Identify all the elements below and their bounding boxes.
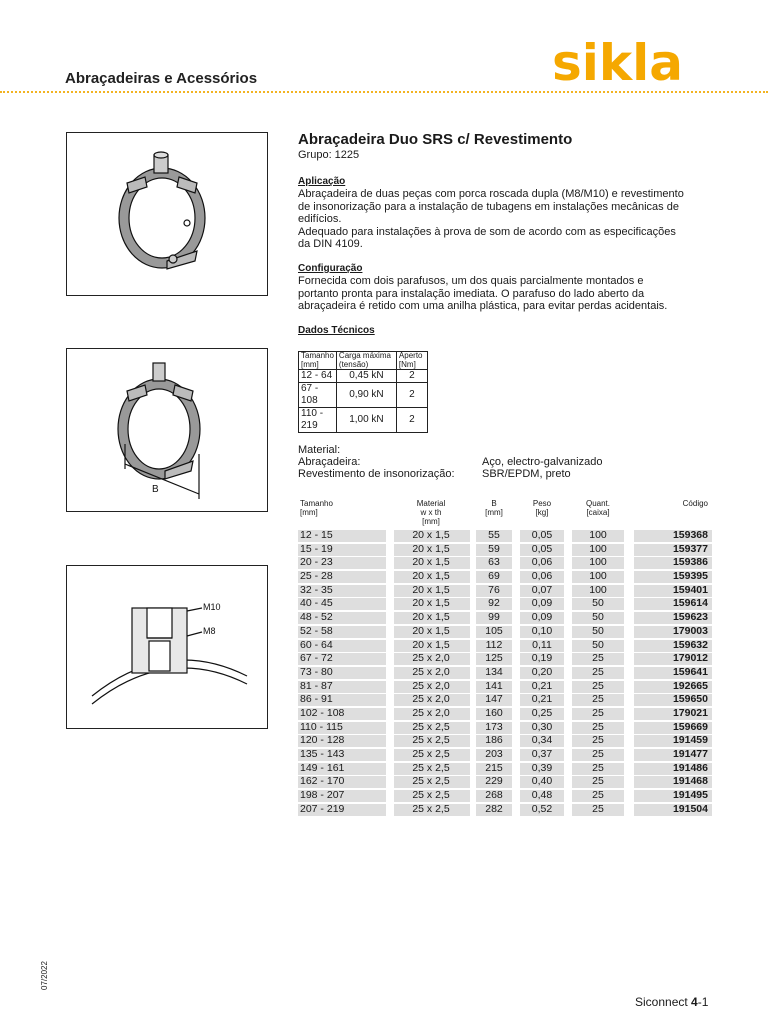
- table-cell: 0,05: [531, 542, 553, 555]
- load-row: 110 - 219 1,00 kN 2: [299, 408, 428, 433]
- table-cell: 50: [592, 611, 604, 624]
- table-cell: 25 x 2,5: [412, 775, 450, 788]
- table-cell: 0,40: [531, 775, 553, 788]
- aplicacao-line: Adequado para instalações à prova de som de acordo com as especificações: [298, 225, 676, 238]
- table-cell: 203: [485, 748, 503, 760]
- table-cell: 25 x 2,0: [412, 706, 450, 719]
- table-cell: 25: [592, 789, 604, 802]
- col-header-material: Material w x th [mm]: [416, 499, 446, 526]
- table-cell: 20 x 1,5: [412, 583, 450, 596]
- table-cell: 0,06: [531, 556, 553, 569]
- table-cell: 159395: [672, 570, 708, 583]
- clamp-drawing: [67, 133, 267, 295]
- table-cell: 186: [485, 734, 503, 747]
- table-cell: 0,30: [531, 720, 553, 733]
- table-cell: 198 - 207: [300, 789, 345, 802]
- table-cell: 92: [488, 597, 500, 610]
- table-cell: 59: [488, 542, 500, 555]
- footer-date: 07/2022: [40, 961, 49, 990]
- table-cell: 159623: [672, 611, 708, 624]
- table-cell: 76: [488, 583, 500, 596]
- table-cell: 25: [592, 720, 604, 733]
- table-row: [298, 734, 718, 748]
- table-cell: 100: [589, 556, 607, 569]
- table-cell: 0,07: [531, 583, 553, 596]
- table-cell: 25: [592, 693, 604, 706]
- table-cell: 0,37: [531, 748, 553, 760]
- configuracao-line: abraçadeira é retido com uma anilha plástica, para evitar perdas acidentais.: [298, 300, 668, 312]
- table-cell: 135 - 143: [300, 748, 345, 760]
- table-cell: 25: [592, 665, 604, 678]
- table-row: [298, 775, 718, 789]
- table-cell: 179003: [672, 624, 708, 637]
- table-cell: 25: [592, 706, 604, 719]
- table-cell: 159614: [672, 597, 708, 610]
- table-cell: 0,39: [531, 761, 553, 774]
- table-row: [298, 556, 718, 570]
- table-cell: 102 - 108: [300, 706, 345, 719]
- material-name: Revestimento de insonorização:: [298, 468, 455, 481]
- configuracao-heading: Configuração: [298, 262, 363, 274]
- table-cell: 159650: [672, 693, 708, 706]
- table-cell: 100: [589, 529, 607, 541]
- aplicacao-heading: Aplicação: [298, 175, 346, 187]
- table-cell: 191504: [672, 802, 708, 815]
- configuracao-line: Fornecida com dois parafusos, um dos quais parcialmente montados e: [298, 275, 644, 287]
- table-cell: 25 x 2,5: [412, 734, 450, 747]
- table-cell: 229: [485, 775, 503, 788]
- product-group: Grupo: 1225: [298, 149, 360, 161]
- table-cell: 40 - 45: [300, 597, 333, 610]
- table-cell: 20 x 1,5: [412, 624, 450, 637]
- table-cell: 48 - 52: [300, 611, 333, 624]
- table-cell: 20 - 23: [300, 556, 333, 569]
- table-cell: 52 - 58: [300, 624, 333, 637]
- table-cell: 191459: [672, 734, 708, 747]
- table-cell: 0,11: [532, 638, 552, 651]
- table-cell: 25 x 2,5: [412, 720, 450, 733]
- table-cell: 15 - 19: [300, 542, 333, 555]
- table-cell: 268: [485, 789, 503, 802]
- table-cell: 81 - 87: [300, 679, 333, 692]
- table-row: [298, 693, 718, 707]
- aplicacao-line: Abraçadeira de duas peças com porca roscada dupla (M8/M10) e revestimento: [298, 188, 684, 200]
- table-cell: 100: [589, 570, 607, 583]
- load-header: Carga máxima (tensão): [336, 352, 396, 370]
- table-row: [298, 803, 718, 817]
- table-cell: 60 - 64: [300, 638, 333, 651]
- col-header-weight: Peso [kg]: [532, 499, 552, 517]
- table-cell: 86 - 91: [300, 693, 333, 706]
- table-row: [298, 748, 718, 762]
- table-cell: 69: [488, 570, 500, 583]
- table-cell: 160: [485, 706, 503, 719]
- table-cell: 0,19: [531, 652, 553, 665]
- logo-text: sikla: [552, 34, 684, 92]
- table-cell: 63: [488, 556, 500, 569]
- table-cell: 25: [592, 734, 604, 747]
- material-value: SBR/EPDM, preto: [482, 468, 571, 481]
- table-cell: 99: [488, 611, 500, 624]
- table-row: [298, 611, 718, 625]
- table-cell: 282: [485, 802, 503, 815]
- table-cell: 0,09: [531, 611, 553, 624]
- table-cell: 147: [485, 693, 503, 706]
- table-cell: 25: [592, 761, 604, 774]
- table-cell: 159368: [672, 529, 708, 541]
- section-title: Abraçadeiras e Acessórios: [65, 70, 258, 87]
- table-cell: 141: [485, 679, 503, 692]
- table-row: [298, 666, 718, 680]
- table-cell: 25: [592, 775, 604, 788]
- product-table-body: [298, 529, 718, 816]
- table-cell: 12 - 15: [300, 529, 333, 541]
- table-cell: 159632: [672, 638, 708, 651]
- table-cell: 25: [592, 748, 604, 760]
- table-cell: 67 - 72: [300, 652, 333, 665]
- table-cell: 100: [589, 542, 607, 555]
- table-cell: 50: [592, 638, 604, 651]
- table-cell: 20 x 1,5: [412, 638, 450, 651]
- table-cell: 0,06: [531, 570, 553, 583]
- table-cell: 25: [592, 802, 604, 815]
- table-cell: 191468: [672, 775, 708, 788]
- aplicacao-line: edifícios.: [298, 213, 342, 225]
- table-cell: 20 x 1,5: [412, 542, 450, 555]
- table-cell: 73 - 80: [300, 665, 333, 678]
- table-cell: 0,34: [531, 734, 553, 747]
- table-cell: 25: [592, 652, 604, 665]
- table-cell: 20 x 1,5: [412, 611, 450, 624]
- thread-label-m8: M8: [203, 626, 216, 636]
- table-cell: 50: [592, 624, 604, 637]
- table-row: [298, 639, 718, 653]
- table-cell: 100: [589, 583, 607, 596]
- aplicacao-text: [298, 188, 718, 251]
- table-cell: 25 x 2,5: [412, 748, 450, 760]
- table-cell: 0,05: [531, 529, 553, 541]
- table-row: [298, 597, 718, 611]
- table-cell: 50: [592, 597, 604, 610]
- table-cell: 20 x 1,5: [412, 570, 450, 583]
- col-header-code: Código: [682, 499, 708, 508]
- sikla-logo: [552, 18, 722, 98]
- table-cell: 25 - 28: [300, 570, 333, 583]
- table-cell: 179021: [672, 706, 708, 719]
- table-cell: 25 x 2,0: [412, 693, 450, 706]
- thread-detail-drawing: [67, 566, 267, 728]
- product-table-header: [298, 499, 718, 529]
- clamp-dimension-drawing: [67, 349, 267, 511]
- configuracao-line: portanto pronta para instalação imediata. O parafuso do lado aberto da: [298, 287, 645, 300]
- table-row: [298, 584, 718, 598]
- table-cell: 0,21: [531, 693, 553, 706]
- table-cell: 0,52: [531, 802, 553, 815]
- table-row: [298, 543, 718, 557]
- table-cell: 120 - 128: [300, 734, 345, 747]
- table-row: [298, 652, 718, 666]
- table-cell: 192665: [672, 679, 708, 692]
- table-cell: 207 - 219: [300, 802, 345, 815]
- material-label: Material:: [298, 444, 341, 456]
- col-header-size: Tamanho [mm]: [300, 499, 333, 517]
- table-cell: 25: [592, 679, 604, 692]
- load-row: 67 - 108 0,90 kN 2: [299, 383, 428, 408]
- table-row: [298, 570, 718, 584]
- configuracao-text: [298, 275, 718, 313]
- table-cell: 55: [488, 529, 500, 541]
- table-cell: 20 x 1,5: [412, 556, 450, 569]
- load-header: Tamanho [mm]: [299, 352, 337, 370]
- dimension-label-b: B: [152, 484, 159, 495]
- table-cell: 32 - 35: [300, 583, 333, 596]
- table-cell: 159386: [672, 556, 708, 569]
- table-cell: 0,25: [531, 706, 553, 719]
- table-row: [298, 721, 718, 735]
- table-cell: 25 x 2,0: [412, 679, 450, 692]
- table-cell: 0,48: [531, 789, 553, 802]
- load-table: [298, 351, 428, 433]
- dados-heading: Dados Técnicos: [298, 324, 375, 336]
- table-row: [298, 707, 718, 721]
- table-cell: 25 x 2,5: [412, 802, 450, 815]
- material-name: Abraçadeira:: [298, 456, 361, 469]
- load-row: 12 - 64 0,45 kN 2: [299, 370, 428, 383]
- table-cell: 25 x 2,0: [412, 652, 450, 665]
- table-cell: 105: [485, 624, 503, 637]
- product-title: Abraçadeira Duo SRS c/ Revestimento: [298, 131, 573, 148]
- table-cell: 215: [485, 761, 503, 774]
- table-cell: 159669: [672, 720, 708, 733]
- table-cell: 0,20: [531, 665, 553, 678]
- table-cell: 191495: [672, 789, 708, 802]
- table-cell: 134: [485, 665, 503, 678]
- table-row: [298, 529, 718, 543]
- table-cell: 25 x 2,5: [412, 761, 450, 774]
- material-labels: [298, 444, 455, 481]
- table-row: [298, 680, 718, 694]
- table-cell: 20 x 1,5: [412, 597, 450, 610]
- table-row: [298, 625, 718, 639]
- table-cell: 159641: [672, 665, 708, 678]
- product-description: [298, 131, 718, 433]
- table-cell: 162 - 170: [300, 775, 345, 788]
- table-cell: 191486: [672, 761, 708, 774]
- material-value: Aço, electro-galvanizado: [482, 456, 603, 468]
- product-image-clamp: [66, 132, 268, 296]
- table-cell: 159377: [672, 542, 708, 555]
- table-row: [298, 789, 718, 803]
- table-cell: 125: [485, 652, 503, 665]
- table-cell: 25 x 2,5: [412, 789, 450, 802]
- product-table: [298, 499, 718, 816]
- product-image-dimension: [66, 348, 268, 512]
- table-cell: 20 x 1,5: [412, 529, 450, 541]
- table-cell: 149 - 161: [300, 761, 345, 774]
- load-header: Aperto [Nm]: [396, 352, 427, 370]
- table-cell: 0,10: [531, 624, 553, 637]
- thread-label-m10: M10: [203, 602, 221, 612]
- table-cell: 179012: [672, 652, 708, 665]
- col-header-qty: Quant. [caixa]: [585, 499, 610, 517]
- table-cell: 110 - 115: [300, 720, 343, 733]
- product-image-thread: [66, 565, 268, 729]
- table-cell: 112: [485, 638, 503, 651]
- table-cell: 173: [485, 720, 503, 733]
- table-cell: 0,09: [531, 597, 553, 610]
- material-values: [482, 456, 602, 480]
- table-row: [298, 762, 718, 776]
- aplicacao-line: da DIN 4109.: [298, 238, 363, 250]
- table-cell: 159401: [672, 583, 708, 596]
- col-header-b: B [mm]: [485, 499, 503, 517]
- table-cell: 0,21: [531, 679, 553, 692]
- footer-catalog: Siconnect 4-1: [635, 995, 709, 1009]
- aplicacao-line: de insonorização para a instalação de tubagens em instalações mecânicas de: [298, 200, 679, 213]
- table-cell: 25 x 2,0: [412, 665, 450, 678]
- table-cell: 191477: [672, 748, 708, 760]
